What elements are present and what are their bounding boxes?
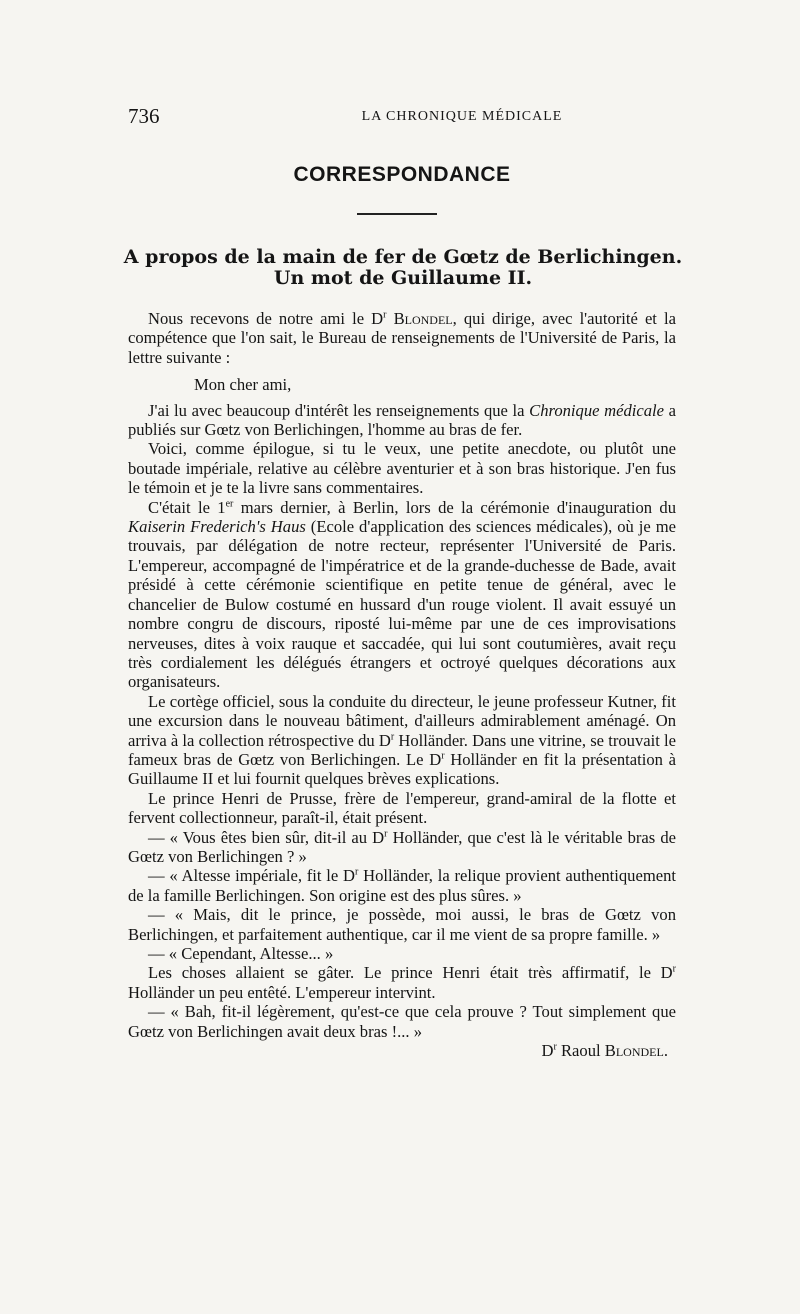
section-title: CORRESPONDANCE bbox=[293, 163, 511, 186]
letter-paragraph-6 bbox=[128, 828, 676, 867]
letter-paragraph-8: — « Mais, dit le prince, je possède, moi aussi, le bras de Gœtz von Berlichingen, et parfaitement authentique, car il me vient de sa propre famille. » bbox=[128, 905, 676, 944]
p7-text-a: — « Altesse impériale, fit le D bbox=[148, 866, 356, 886]
letter-paragraph-7 bbox=[128, 866, 676, 905]
p3-text-c: (Ecole d'application des sciences médicales), où je me trouvais, par délégation de notre recteur, représenter l'Université de Paris. L'empereur, accompagné de l'impératrice et de la grande-duchesse de Bade, avait présidé à cette cérémonie scientifique en petite tenue de général, avec le chancelier de Bulow costumé en hussard d'un rouge violent. Il avait essuyé un nombre congru de discours, riposté lui-même par une de ces improvisations nerveuses, dites à voix rauque et saccadée, qui lui sont coutumières, avait reçu très cordialement les délégués étrangers et octroyé quelques décorations aux organisateurs. bbox=[128, 517, 676, 692]
title-rule bbox=[357, 213, 437, 215]
p4-sup1: r bbox=[390, 731, 395, 742]
letter-paragraph-10 bbox=[128, 963, 676, 1002]
p3-text-a: C'était le 1 bbox=[148, 497, 226, 517]
p1-text-b: a publiés sur Gœtz von Berlichingen, l'homme au bras de fer. bbox=[128, 400, 676, 440]
intro-name: Blondel bbox=[393, 309, 453, 328]
signature bbox=[128, 1041, 676, 1060]
signature-text-b: Raoul bbox=[556, 1041, 605, 1061]
running-head: LA CHRONIQUE MÉDICALE bbox=[361, 109, 563, 124]
letter-paragraph-9: — « Cependant, Altesse... » bbox=[148, 944, 334, 963]
intro-paragraph bbox=[128, 309, 676, 367]
letter-paragraph-11: — « Bah, fit-il légèrement, qu'est-ce que cela prouve ? Tout simplement que Gœtz von Berlichingen avait deux bras !... » bbox=[128, 1002, 676, 1041]
p10-sup: r bbox=[672, 963, 676, 975]
letter-paragraph-4 bbox=[128, 692, 676, 789]
p7-sup: r bbox=[355, 866, 359, 878]
p4-text-a: Le cortège officiel, sous la conduite du directeur, le jeune professeur Kutner, fit une excursion dans le nouveau bâtiment, d'ailleurs admirablement aménagé. On arriva à la collection rétrospective du D bbox=[128, 691, 676, 750]
p3-text-b: mars dernier, à Berlin, lors de la cérémonie d'inauguration du bbox=[233, 497, 676, 517]
p4-text-b: Holländer. Dans une vitrine, se trouvait le fameux bras de Gœtz von Berlichingen. Le D bbox=[128, 730, 676, 769]
article-title-line1: A propos de la main de fer de Gœtz de Berlichingen. bbox=[123, 246, 683, 268]
letter-paragraph-1 bbox=[128, 401, 676, 440]
intro-text-b: , qui dirige, avec l'autorité et la compétence que l'on sait, le Bureau de renseignements de l'Université de Paris, la lettre suivante : bbox=[128, 309, 676, 367]
p10-text-a: Les choses allaient se gâter. Le prince Henri était très affirmatif, le D bbox=[148, 963, 673, 983]
p4-sup2: r bbox=[441, 750, 445, 762]
signature-text-a: D bbox=[541, 1041, 554, 1061]
letter-paragraph-2: Voici, comme épilogue, si tu le veux, une petite anecdote, ou plutôt une boutade impériale, relative au célèbre aventurier et à son bras historique. J'en fus le témoin et je te la livre sans commentaires. bbox=[128, 439, 676, 498]
intro-text-a: Nous recevons de notre ami le D bbox=[148, 309, 384, 328]
letter-paragraph-5: Le prince Henri de Prusse, frère de l'empereur, grand-amiral de la flotte et fervent collectionneur, paraît-il, était présent. bbox=[128, 788, 676, 828]
intro-sup: r bbox=[383, 309, 387, 321]
page-number: 736 bbox=[128, 104, 160, 128]
article-title bbox=[118, 247, 688, 289]
p3-sup: er bbox=[225, 498, 234, 510]
p1-text-a: J'ai lu avec beaucoup d'intérêt les renseignements que la bbox=[148, 400, 530, 420]
page-header bbox=[128, 104, 676, 128]
p4-text-c: Holländer en fit la présentation à Guillaume II et lui fournit quelques brèves explications. bbox=[128, 749, 677, 789]
signature-sup: r bbox=[553, 1041, 557, 1053]
p6-sup: r bbox=[384, 828, 388, 840]
p10-text-b: Holländer un peu entêté. L'empereur intervint. bbox=[128, 982, 436, 1002]
signature-name: Blondel. bbox=[604, 1041, 668, 1061]
p1-journal-title: Chronique médicale bbox=[529, 400, 665, 420]
article-title-line2: Un mot de Guillaume II. bbox=[273, 267, 533, 289]
p6-text-b: Holländer, que c'est là le véritable bras de Gœtz von Berlichingen ? » bbox=[128, 827, 676, 866]
article-body bbox=[128, 309, 676, 1060]
letter-greeting: Mon cher ami, bbox=[194, 375, 292, 395]
p3-institution: Kaiserin Frederich's Haus bbox=[128, 517, 306, 537]
p7-text-b: Holländer, la relique provient authentiquement de la famille Berlichingen. Son origine est des plus sûres. » bbox=[128, 866, 677, 905]
letter-paragraph-3 bbox=[128, 498, 676, 692]
p6-text-a: — « Vous êtes bien sûr, dit-il au D bbox=[148, 827, 385, 847]
